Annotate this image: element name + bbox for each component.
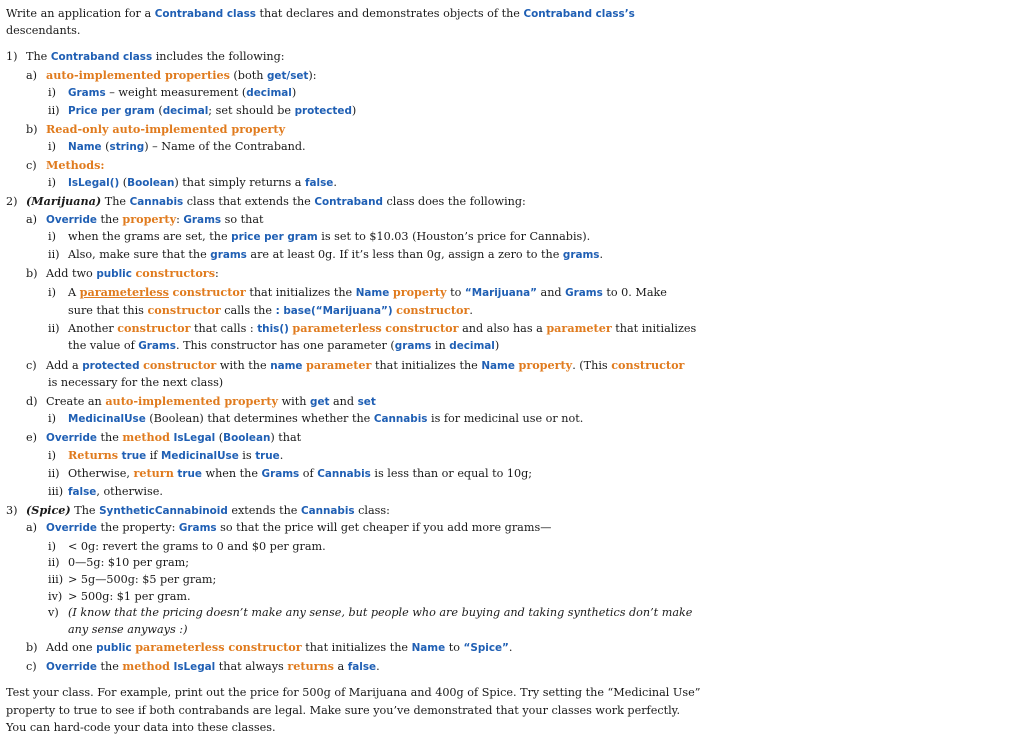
closing-line-2: property to true to see if both contrabands are legal. Make sure you’ve demonstrated that your classes work perfectly.	[6, 704, 681, 717]
s2-item-e-ii: ii) Otherwise, return true when the Grams of Cannabis is less than or equal to 10g;	[48, 466, 533, 480]
s1-item-a-i: i) Grams – weight measurement (decimal)	[48, 86, 297, 99]
s1-item-a: a) auto-implemented properties (both get/set):	[26, 68, 317, 82]
s2-item-d-i: i) MedicinalUse (Boolean) that determines whether the Cannabis is for medicinal use or not.	[48, 412, 584, 425]
s2-item-b-ii-cont: the value of Grams. This constructor has one parameter (grams in decimal)	[68, 339, 500, 352]
closing-line-3: You can hard-code your data into these classes.	[6, 721, 276, 734]
s3-item-a-iv: iv) > 500g: $1 per gram.	[48, 590, 191, 603]
closing-line-1: Test your class. For example, print out the price for 500g of Marijuana and 400g of Spice. Try setting the “Medicinal Use”	[6, 686, 701, 699]
s3-item-c: c) Override the method IsLegal that always returns a false.	[26, 659, 380, 673]
s3-item-a-v-cont: any sense anyways :)	[68, 623, 188, 636]
s2-item-c: c) Add a protected constructor with the name parameter that initializes the Name property. (This constructor	[26, 358, 685, 372]
s1-item-b-i: i) Name (string) – Name of the Contraband.	[48, 140, 306, 153]
s2-item-b-i: i) A parameterless constructor that initializes the Name property to “Marijuana” and Grams to 0. Make	[48, 285, 667, 299]
section-3-heading: 3) (Spice) The SyntheticCannabinoid extends the Cannabis class:	[6, 503, 390, 517]
section-1-heading: 1) The Contraband class includes the following:	[6, 50, 285, 63]
section-2-heading: 2) (Marijuana) The Cannabis class that extends the Contraband class does the following:	[6, 194, 526, 208]
s3-item-b: b) Add one public parameterless constructor that initializes the Name to “Spice”.	[26, 640, 513, 654]
s2-item-c-cont: is necessary for the next class)	[48, 376, 224, 389]
s1-item-a-ii: ii) Price per gram (decimal; set should be protected)	[48, 104, 357, 117]
s2-item-e: e) Override the method IsLegal (Boolean) that	[26, 430, 302, 444]
s2-item-b-ii: ii) Another constructor that calls : this() parameterless constructor and also has a parameter that initializes	[48, 321, 697, 335]
s2-item-a-i: i) when the grams are set, the price per gram is set to $10.03 (Houston’s price for Cannabis).	[48, 230, 591, 243]
s2-item-e-i: i) Returns true if MedicinalUse is true.	[48, 448, 284, 462]
s3-item-a-i: i) < 0g: revert the grams to 0 and $0 per gram.	[48, 540, 326, 553]
s1-item-c: c) Methods:	[26, 158, 105, 172]
s2-item-a: a) Override the property: Grams so that	[26, 212, 264, 226]
s3-item-a-ii: ii) 0—5g: $10 per gram;	[48, 556, 190, 569]
intro-line-2: descendants.	[6, 24, 81, 37]
s2-item-b: b) Add two public constructors:	[26, 266, 219, 280]
intro-line-1: Write an application for a Contraband class that declares and demonstrates objects of the Contraband class’s	[6, 7, 635, 20]
s1-item-b: b) Read-only auto-implemented property	[26, 122, 286, 136]
s2-item-b-i-cont: sure that this constructor calls the : base(“Marijuana”) constructor.	[68, 303, 473, 317]
s2-item-e-iii: iii) false, otherwise.	[48, 485, 163, 498]
s2-item-d: d) Create an auto-implemented property with get and set	[26, 394, 376, 408]
s1-item-c-i: i) IsLegal() (Boolean) that simply returns a false.	[48, 176, 337, 189]
s3-item-a-v: v) (I know that the pricing doesn’t make any sense, but people who are buying and taking synthetics don’t make	[48, 606, 693, 619]
s2-item-a-ii: ii) Also, make sure that the grams are at least 0g. If it’s less than 0g, assign a zero to the grams.	[48, 248, 604, 261]
s3-item-a-iii: iii) > 5g—500g: $5 per gram;	[48, 573, 217, 586]
s3-item-a: a) Override the property: Grams so that the price will get cheaper if you add more grams—	[26, 521, 552, 534]
